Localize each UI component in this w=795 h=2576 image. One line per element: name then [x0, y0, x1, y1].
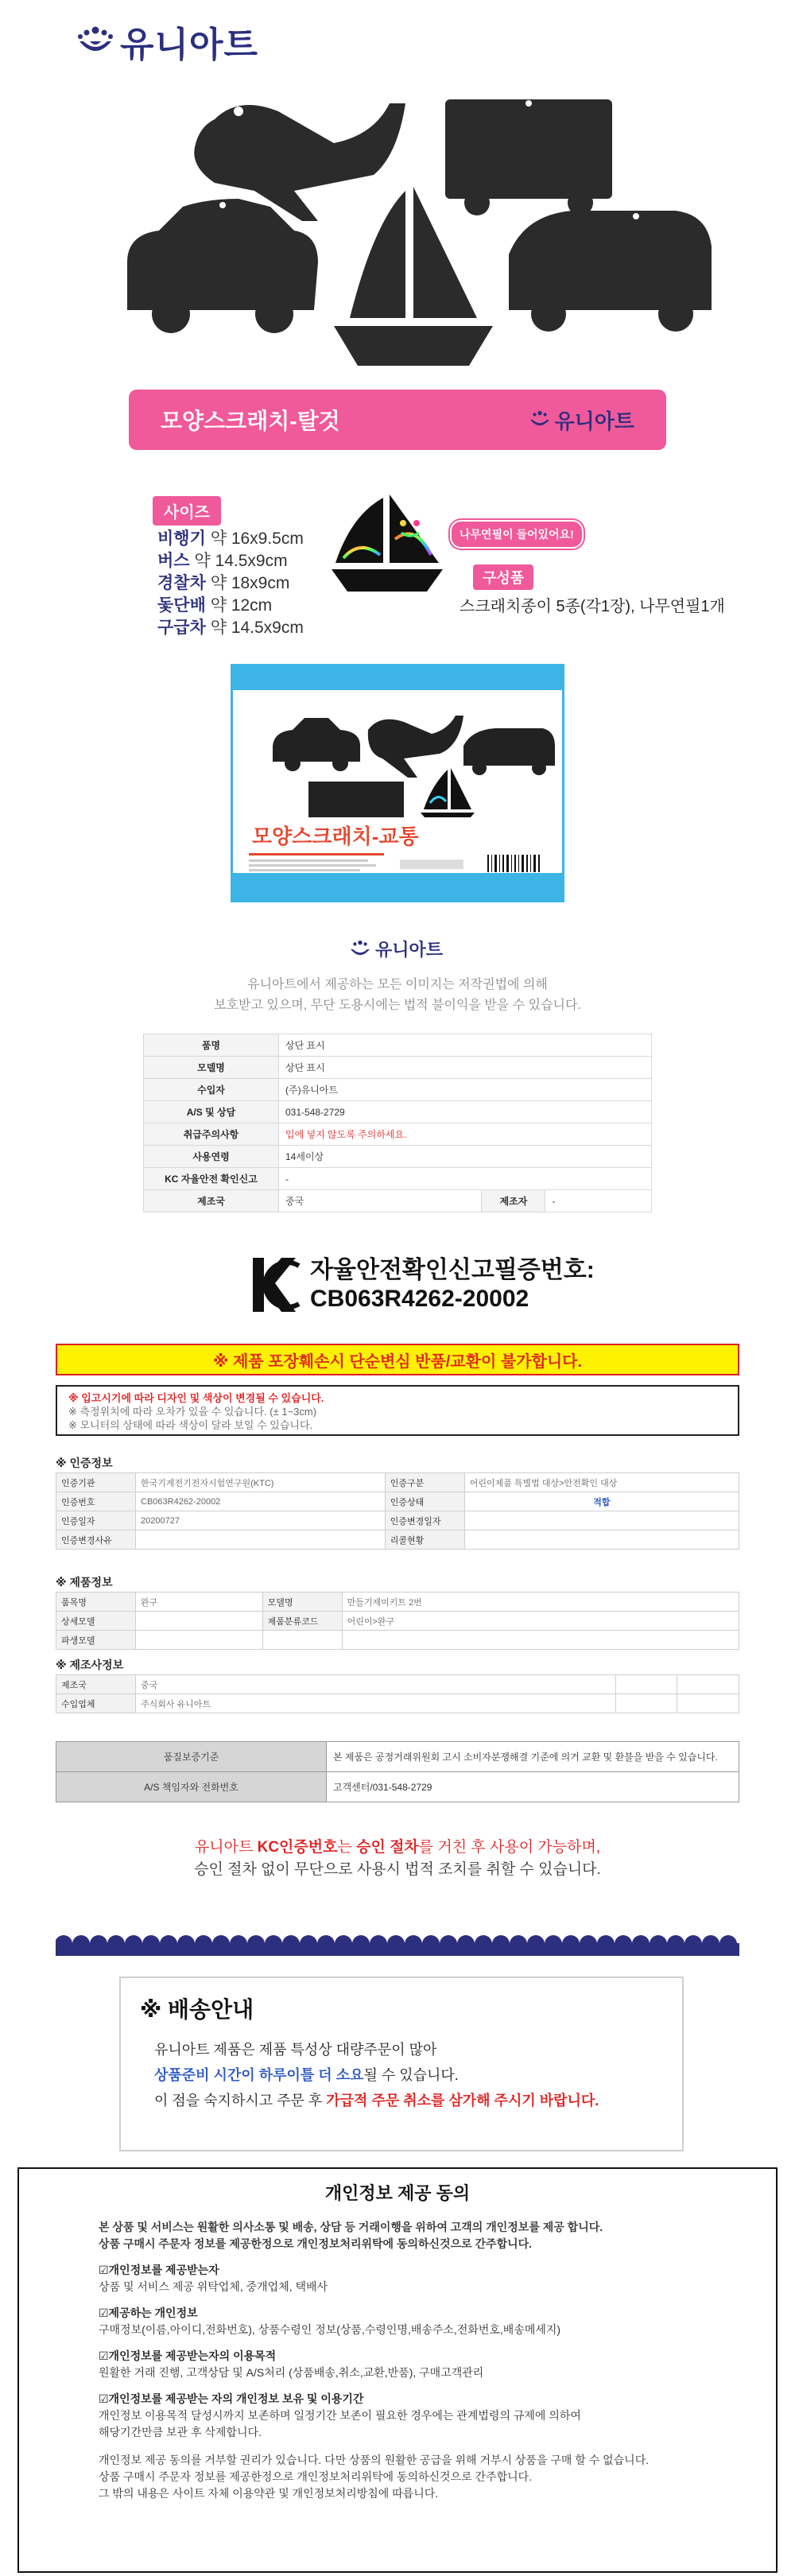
maker-section-title: ※ 제조사정보	[56, 1658, 124, 1671]
table-row: KC 자율안전 확인신고 -	[144, 1168, 652, 1190]
list-item: 구급차 약 14.5x9cm	[157, 619, 304, 637]
list-item: 버스 약 14.5x9cm	[157, 552, 288, 570]
table-row: A/S 책임자와 전화번호 고객센터/031-548-2729	[56, 1772, 739, 1802]
kc-label: 자율안전확인신고필증번호:	[310, 1257, 595, 1283]
table-row: 인증번호 CB063R4262-20002 인증상태 적합	[56, 1492, 739, 1511]
banner-logo-text: 유니아트	[554, 409, 634, 433]
kc-number: CB063R4262-20002	[310, 1286, 529, 1312]
table-row: 제조국 중국 제조자 -	[144, 1190, 652, 1212]
bus-shape	[445, 99, 612, 215]
table-row: A/S 및 상담 031-548-2729	[144, 1101, 652, 1123]
kc-cert-mark	[246, 1255, 595, 1315]
notice-logo-text: 유니아트	[375, 940, 444, 960]
size-list	[157, 528, 304, 639]
package-image	[231, 664, 564, 902]
table-row: 수입자 (주)유니아트	[144, 1079, 652, 1101]
table-row: 인증기관 한국기계전기전자시험연구원(KTC) 인증구분 어린이제품 특별법 대상>안전확인 대상	[56, 1473, 739, 1492]
table-row: 인증일자 20200727 인증변경일자	[56, 1511, 739, 1530]
notes-box	[56, 1385, 739, 1436]
brand-logo	[76, 16, 258, 67]
shipping-line: 이 점을 숙지하시고 주문 후 가급적 주문 취소를 삼가해 주시기 바랍니다.	[154, 2093, 599, 2109]
vehicle-shapes	[0, 80, 795, 374]
table-row: 수입업체 주식회사 유니아트	[56, 1694, 739, 1713]
copyright-line: 유니아트에서 제공하는 모든 이미지는 저작권법에 의해	[247, 978, 548, 991]
product-section-title: ※ 제품정보	[56, 1576, 113, 1589]
brand-name: 유니아트	[120, 25, 259, 64]
size-tag: 사이즈	[153, 496, 221, 526]
note-line: ※ 모니터의 상태에 따라 색상이 달라 보일 수 있습니다.	[68, 1419, 313, 1431]
shipping-title: ※ 배송안내	[140, 1997, 254, 2022]
police-car-shape	[127, 199, 318, 333]
privacy-consent: 개인정보 제공 동의 본 상품 및 서비스는 원활한 의사소통 및 배송, 상담 등 거래이행을 위하여 고객의 개인정보를 제공 합니다. 상품 구매시 주문자 정보를 제공한정으로 개인정보처리위탁에 동의하신것으로 간주합니다. ☑개인정보를 제공받는자 상품 및 서비스 제공 위탁업체, 중개업체, 택배사 ☑제공하는 개인정보 구매정보(이름,아이디,전화번호), 상품수령인 정보(상품,수령인명,배송주소,전화번호,배송메세지) ☑개인정보를 제공받는자의 이용목적 원활한 거래 진행, 고객상담 및 A/S처리 (상품배송,취소,교환,반품), 구매고객관리 ☑개인정보를 제공받는 자의 개인정보 보유 및 이용기간 개인정보 이용목적 달성시까지 보존하며 일정기간 보존이 필요한 경우에는 관계법령의 규제에 의하여 해당기간만큼 보관 후 삭제합니다. 개인정보 제공 동의를 거부할 권리가 있습니다. 다만 상품의 원활한 공급을 위해 거부시 상품을 구매 할 수 없습니다. 상품 구매시 주문자 정보를 제공한정으로 개인정보처리위탁에 동의하신것으로 간주합니다. 그 밖의 내용은 사이트 자체 이용약관 및 개인정보처리방침에 따릅니다.	[17, 2167, 778, 2573]
kc-note-line: 승인 절차 없이 무단으로 사용시 법적 조치를 취할 수 있습니다.	[194, 1861, 601, 1878]
banner-logo	[528, 405, 634, 435]
scratch-sailboat-sample	[328, 491, 447, 595]
shipping-notice	[119, 1977, 684, 2151]
pencil-note-bubble: 나무연필이 들어있어요!	[450, 520, 584, 549]
quality-table	[56, 1741, 739, 1802]
table-row: 제조국 중국	[56, 1675, 739, 1694]
return-warning: ※ 제품 포장훼손시 단순변심 반품/교환이 불가합니다.	[56, 1344, 739, 1375]
note-line: ※ 측정위치에 따라 오차가 있을 수 있습니다. (± 1~3cm)	[68, 1406, 317, 1418]
copyright-line: 보호받고 있으며, 무단 도용시에는 법적 불이익을 받을 수 있습니다.	[214, 999, 581, 1012]
shipping-line: 상품준비 시간이 하루이틀 더 소요될 수 있습니다.	[154, 2067, 459, 2083]
brand-logo-icon	[348, 940, 372, 959]
product-title: 모양스크래치-탈것	[161, 409, 340, 433]
table-row: 인증변경사유 리콜현황	[56, 1530, 739, 1550]
table-row: 품질보증기준 본 제품은 공정거래위원회 고시 소비자분쟁해결 기준에 의거 교환 및 환불을 받을 수 있습니다.	[56, 1742, 739, 1772]
table-row: 사용연령 14세이상	[144, 1146, 652, 1168]
composition-text: 스크래치종이 5종(각1장), 나무연필1개	[460, 598, 725, 615]
copyright-notice	[199, 975, 596, 1016]
table-row: 상세모델 제품분류코드 어린이>완구	[56, 1612, 739, 1631]
maker-table	[56, 1674, 739, 1713]
product-banner	[129, 390, 666, 450]
package-wave-bottom	[233, 873, 562, 900]
cert-table	[56, 1472, 739, 1550]
list-item: 비행기 약 16x9.5cm	[157, 530, 304, 548]
product-table	[56, 1592, 739, 1650]
list-item: 경찰차 약 18x9cm	[157, 574, 290, 592]
ambulance-shape	[509, 211, 712, 332]
package-title: 모양스크래치-교통	[252, 824, 419, 848]
sailboat-shape	[334, 187, 493, 366]
scallop-divider	[56, 1935, 739, 1956]
brand-logo-icon	[528, 410, 552, 429]
brand-logo-icon	[76, 25, 115, 57]
list-item: 돛단배 약 12cm	[157, 596, 273, 615]
cert-section-title: ※ 인증정보	[56, 1457, 113, 1469]
package-shapes	[233, 698, 562, 817]
product-info-table	[143, 1034, 652, 1212]
table-row: 취급주의사항 입에 넣지 않도록 주의하세요.	[144, 1123, 652, 1146]
shipping-line: 유니아트 제품은 제품 특성상 대량주문이 많아	[154, 2042, 437, 2058]
kc-usage-note: 유니아트 KC인증번호는 승인 절차를 거친 후 사용이 가능하며, 승인 절차 없이 무단으로 사용시 법적 조치를 취할 수 있습니다.	[159, 1837, 636, 1881]
table-row: 파생모델	[56, 1631, 739, 1650]
composition-tag: 구성품	[473, 564, 533, 590]
table-row: 모델명 상단 표시	[144, 1057, 652, 1079]
package-wave-top	[233, 666, 562, 690]
table-row: 품목명 완구 모델명 만들기재미키트 2번	[56, 1593, 739, 1612]
package-info-stripe	[249, 853, 551, 875]
kc-logo-icon	[246, 1255, 302, 1315]
privacy-title: 개인정보 제공 동의	[324, 2183, 471, 2203]
note-line: ※ 입고시기에 따라 디자인 및 색상이 변경될 수 있습니다.	[68, 1392, 324, 1404]
notice-logo	[348, 937, 443, 961]
table-row: 품명 상단 표시	[144, 1034, 652, 1057]
